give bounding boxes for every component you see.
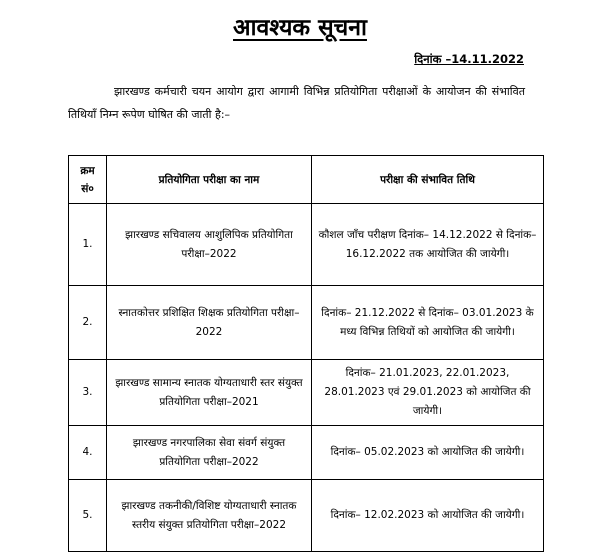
notice-date: दिनांक –14.11.2022: [414, 52, 524, 66]
table-row: [69, 480, 544, 552]
row-serial: 3.: [69, 360, 107, 426]
row-exam-name: झारखण्ड सचिवालय आशुलिपिक प्रतियोगिता परीक्षा–2022: [107, 204, 312, 286]
notice-title-text: आवश्यक सूचना: [233, 15, 367, 41]
row-exam-date: दिनांक– 12.02.2023 को आयोजित की जायेगी।: [312, 480, 544, 552]
table-row: [69, 426, 544, 480]
row-exam-name: झारखण्ड नगरपालिका सेवा संवर्ग संयुक्त प्रतियोगिता परीक्षा–2022: [107, 426, 312, 480]
header-serial-number: [69, 156, 107, 204]
row-exam-date: दिनांक– 21.01.2023, 22.01.2023, 28.01.2023 एवं 29.01.2023 को आयोजित की जायेगी।: [312, 360, 544, 426]
table-row: [69, 204, 544, 286]
header-serial-line2: सं०: [81, 182, 94, 195]
header-serial-line1: क्रम: [80, 164, 95, 177]
exam-schedule-table: [68, 155, 544, 552]
row-exam-date: कौशल जाँच परीक्षण दिनांक– 14.12.2022 से दिनांक– 16.12.2022 तक आयोजित की जायेगी।: [312, 204, 544, 286]
row-serial: 2.: [69, 286, 107, 360]
header-exam-name: प्रतियोगिता परीक्षा का नाम: [107, 156, 312, 204]
header-exam-date: परीक्षा की संभावित तिथि: [312, 156, 544, 204]
row-exam-name: स्नातकोत्तर प्रशिक्षित शिक्षक प्रतियोगिता परीक्षा–2022: [107, 286, 312, 360]
row-exam-name: झारखण्ड तकनीकी/विशिष्ट योग्यताधारी स्नातक स्तरीय संयुक्त प्रतियोगिता परीक्षा–2022: [107, 480, 312, 552]
table-row: [69, 286, 544, 360]
row-serial: 1.: [69, 204, 107, 286]
intro-text: झारखण्ड कर्मचारी चयन आयोग द्वारा आगामी विभिन्न प्रतियोगिता परीक्षाओं के आयोजन की संभावित तिथियाँ निम्न रूपेण घोषित की जाती है:–: [68, 85, 525, 121]
table-row: [69, 360, 544, 426]
row-serial: 4.: [69, 426, 107, 480]
intro-paragraph: [68, 80, 525, 126]
notice-title: [0, 10, 600, 42]
table-header-row: [69, 156, 544, 204]
row-exam-date: दिनांक– 05.02.2023 को आयोजित की जायेगी।: [312, 426, 544, 480]
row-exam-name: झारखण्ड सामान्य स्नातक योग्यताधारी स्तर संयुक्त प्रतियोगिता परीक्षा–2021: [107, 360, 312, 426]
row-exam-date: दिनांक– 21.12.2022 से दिनांक– 03.01.2023 के मध्य विभिन्न तिथियों को आयोजित की जायेगी।: [312, 286, 544, 360]
row-serial: 5.: [69, 480, 107, 552]
